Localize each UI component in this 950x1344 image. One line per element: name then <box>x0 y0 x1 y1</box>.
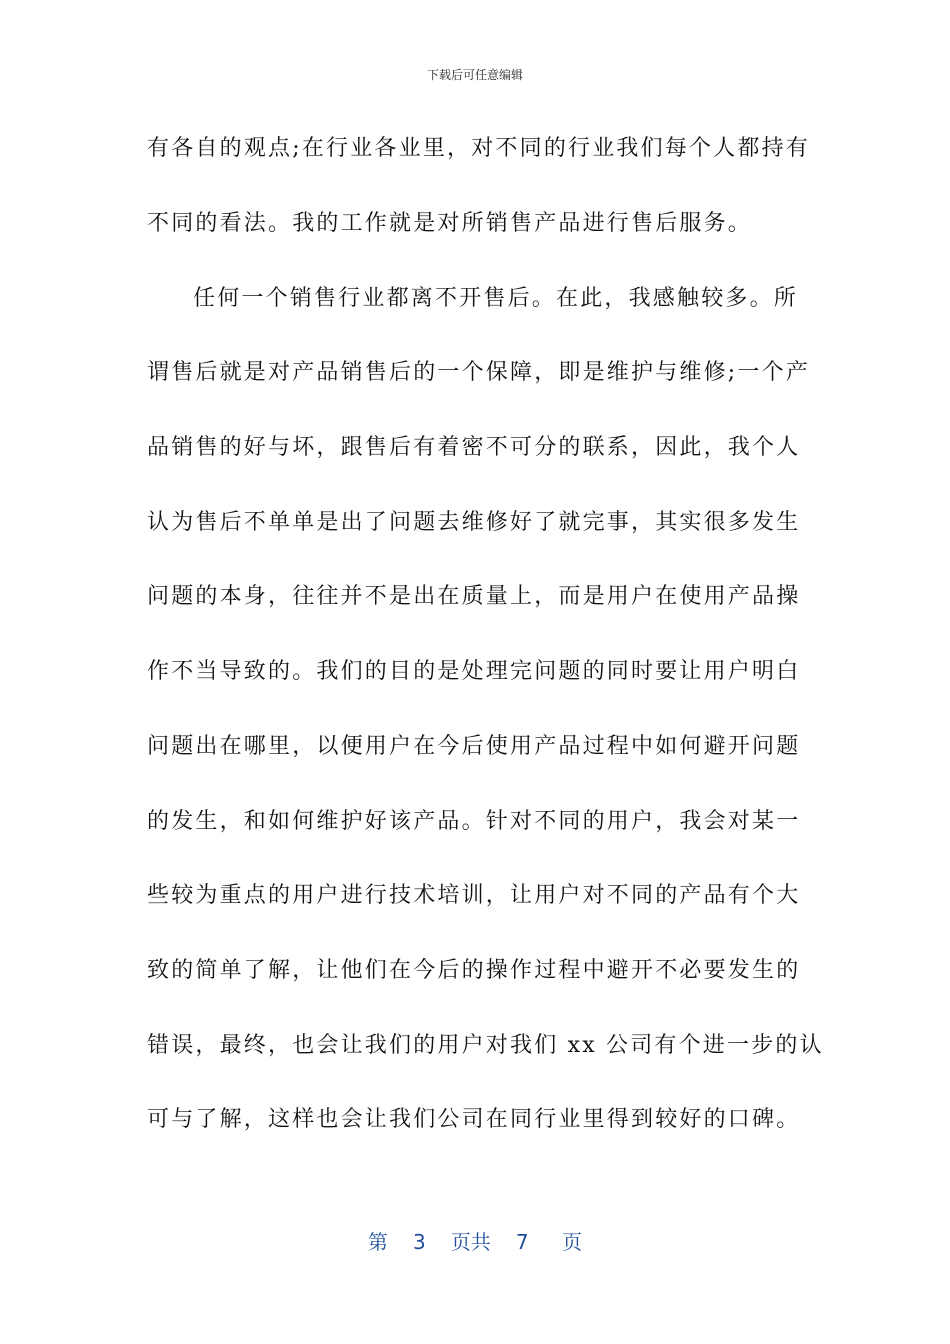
paragraph-line: 问题出在哪里，以便用户在今后使用产品过程中如何避开问题 <box>147 734 801 759</box>
paragraph-line: 错误，最终，也会让我们的用户对我们 xx 公司有个进一步的认 <box>147 1033 824 1058</box>
header-note: 下载后可任意编辑 <box>426 68 523 82</box>
paragraph-line: 可与了解，这样也会让我们公司在同行业里得到较好的口碑。 <box>147 1107 801 1132</box>
paragraph-line: 的发生，和如何维护好该产品。针对不同的用户，我会对某一 <box>147 809 801 834</box>
page-label-prefix: 第 <box>367 1230 388 1254</box>
page-number-footer <box>0 1226 950 1255</box>
current-page-number: 3 <box>413 1230 426 1254</box>
paragraph-line: 作不当导致的。我们的目的是处理完问题的同时要让用户明白 <box>147 659 801 684</box>
total-pages-number: 7 <box>515 1230 529 1254</box>
paragraph-line: 谓售后就是对产品销售后的一个保障，即是维护与维修;一个产 <box>147 360 811 385</box>
paragraph-line: 任何一个销售行业都离不开售后。在此，我感触较多。所 <box>193 286 799 311</box>
paragraph-line: 问题的本身，往往并不是出在质量上，而是用户在使用产品操 <box>147 584 801 609</box>
page-label-middle: 页共 <box>450 1230 491 1254</box>
paragraph-line: 品销售的好与坏，跟售后有着密不可分的联系，因此，我个人 <box>147 435 801 460</box>
paragraph-line: 些较为重点的用户进行技术培训，让用户对不同的产品有个大 <box>147 883 801 908</box>
paragraph-line: 有各自的观点;在行业各业里，对不同的行业我们每个人都持有 <box>147 136 811 161</box>
paragraph-line: 不同的看法。我的工作就是对所销售产品进行售后服务。 <box>147 211 753 236</box>
page-label-suffix: 页 <box>562 1230 583 1254</box>
paragraph-line: 认为售后不单单是出了问题去维修好了就完事，其实很多发生 <box>147 510 801 535</box>
paragraph-line: 致的简单了解，让他们在今后的操作过程中避开不必要发生的 <box>147 958 801 983</box>
